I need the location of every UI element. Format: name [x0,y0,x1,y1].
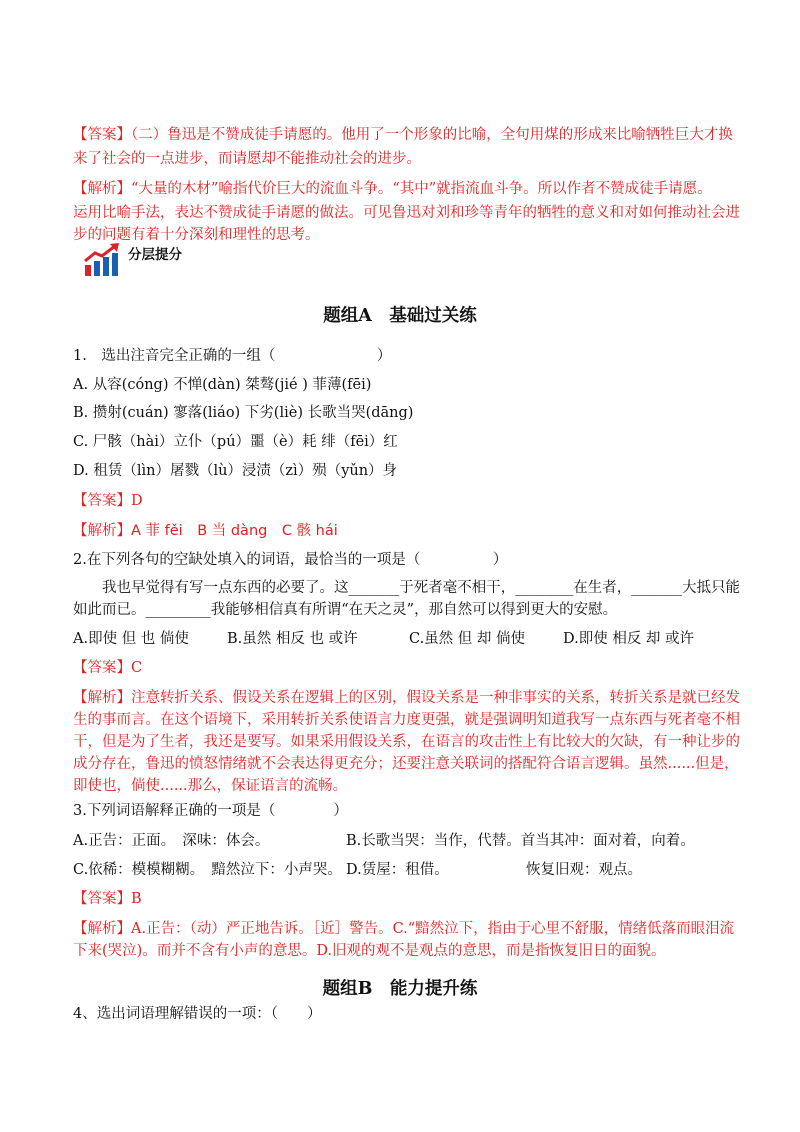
answer-line: 【答案】（二）鲁迅是不赞成徒手请愿的。他用了一个形象的比喻，全句用煤的形成来比喻牺牲巨大才换 [73,127,733,143]
option-d: D.即使 相反 却 或许 [563,631,695,647]
option-b: B.虽然 相反 也 或许 [227,631,358,647]
option-d: D.赁屋：租借。 [346,862,449,878]
question-stem: 1. 选出注音完全正确的一组（ ） [73,348,392,364]
answer-line: 【答案】B [73,891,142,907]
group-a-title: 题组A 基础过关练 [323,306,477,326]
analysis-line: 干，但是为了生者，我还是要写。如果采用假设关系，在语言的攻击性上有比较大的欠缺，有一种让步的 [73,734,740,750]
option-d-continued: 恢复旧观：观点。 [526,862,642,878]
option-c: C.依稀：模模糊糊。 黯然泣下：小声哭。 [73,862,342,878]
answer-line: 来了社会的一点进步，而请愿却不能推动社会的进步。 [73,151,421,167]
option-a: A.正告：正面。 深味：体会。 [73,833,270,849]
analysis-line: 步的问题有着十分深刻和理性的思考。 [73,227,320,243]
answer-line: 【答案】D [73,493,143,509]
analysis-line: 生的事而言。在这个语境下，采用转折关系使语言力度更强，就是强调明知道我写一点东西与死者毫不相 [73,712,740,728]
section-logo-label: 分层提分 [128,247,182,263]
answer-line: 【答案】C [73,660,143,676]
analysis-line: 【解析】注意转折关系、假设关系在逻辑上的区别，假设关系是一种非事实的关系，转折关系是就已经发 [73,690,740,706]
question-stem: 2.在下列各句的空缺处填入的词语，最恰当的一项是（ ） [73,552,508,568]
option-d: D. 租赁（lìn）屠戮（lù）浸渍（zì）殒（yǔn）身 [73,463,398,479]
question-stem: 3.下列词语解释正确的一项是（ ） [73,803,348,819]
growth-chart-icon [83,243,123,277]
option-c: C.虽然 但 却 倘使 [409,631,526,647]
analysis-line: 成分存在，鲁迅的愤怒情绪就不会表达得更充分；还要注意关联词的搭配符合语言逻辑。虽然......但是， [73,756,739,772]
option-a: A. 从容(cóng) 不惮(dàn) 桀骜(jié ) 菲薄(fēi) [73,377,372,393]
analysis-line: 即使也，倘使......那么，保证语言的流畅。 [73,778,348,794]
analysis-line: 【解析】A.正告：（动）严正地告诉。［近］警告。C.“黯然泣下，指由于心里不舒服，情绪低落而眼泪流 [73,921,735,937]
option-a: A.即使 但 也 倘使 [73,631,189,647]
passage-line: 我也早觉得有写一点东西的必要了。这_______于死者毫不相干，________在生者，_______大抵只能 [102,580,740,596]
question-stem: 4、选出词语理解错误的一项：（ ） [73,1006,322,1022]
analysis-line: 【解析】A 菲 fěi B 当 dàng C 骸 hái [73,523,338,539]
analysis-line: 【解析】“大量的木材”喻指代价巨大的流血斗争。“其中”就指流血斗争。所以作者不赞成徒手请愿。 [73,181,712,197]
option-c: C. 尸骸（hài）立仆（pú）噩（è）耗 绯（fēi）红 [73,434,398,450]
analysis-line: 下来(哭泣)。而并不含有小声的意思。D.旧观的观不是观点的意思，而是指恢复旧日的面貌。 [73,943,666,959]
option-b: B. 攒射(cuán) 寥落(liáo) 下劣(liè) 长歌当哭(dāng) [73,405,414,421]
option-b: B.长歌当哭：当作，代替。首当其冲：面对着，向着。 [346,833,695,849]
analysis-line: 运用比喻手法，表达不赞成徒手请愿的做法。可见鲁迅对刘和珍等青年的牺牲的意义和对如何推动社会进 [73,205,740,221]
passage-line: 如此而已。_________我能够相信真有所谓“在天之灵”，那自然可以得到更大的安慰。 [73,602,618,618]
group-b-title: 题组B 能力提升练 [322,979,478,999]
